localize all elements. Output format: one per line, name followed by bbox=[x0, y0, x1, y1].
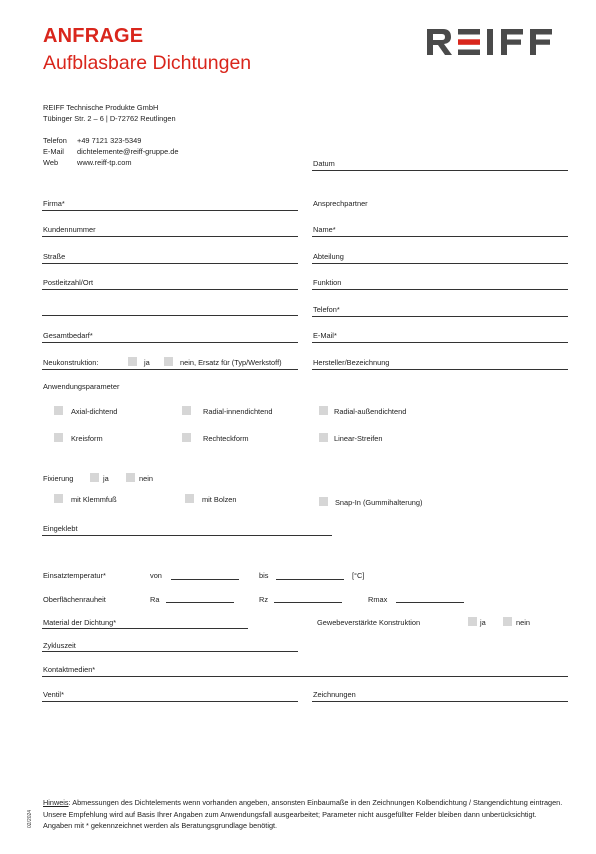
radial-innen-checkbox[interactable] bbox=[182, 406, 191, 415]
gewebe-label: Gewebeverstärkte Konstruktion bbox=[317, 618, 421, 627]
phone-value: +49 7121 323-5349 bbox=[77, 136, 142, 145]
ansprechpartner-label: Ansprechpartner bbox=[313, 199, 368, 208]
zeichnungen-label: Zeichnungen bbox=[313, 690, 356, 699]
gewebe-ja-checkbox[interactable] bbox=[468, 617, 477, 626]
rmax-label: Rmax bbox=[368, 595, 388, 604]
hersteller-field[interactable] bbox=[312, 369, 568, 370]
rmax-field[interactable] bbox=[396, 602, 464, 603]
klemmfuss-checkbox[interactable] bbox=[54, 494, 63, 503]
linear-label: Linear-Streifen bbox=[334, 434, 383, 443]
email-field-label: E-Mail* bbox=[313, 331, 337, 340]
datum-field[interactable] bbox=[312, 170, 568, 171]
bolzen-label: mit Bolzen bbox=[202, 495, 237, 504]
ra-label: Ra bbox=[150, 595, 160, 604]
oberflaeche-label: Oberflächenrauheit bbox=[43, 595, 106, 604]
anwendungsparameter-heading: Anwendungsparameter bbox=[43, 382, 120, 391]
name-field[interactable] bbox=[312, 236, 568, 237]
company-name: REIFF Technische Produkte GmbH bbox=[43, 103, 159, 112]
kundennummer-field[interactable] bbox=[42, 236, 298, 237]
einsatztemperatur-label: Einsatztemperatur* bbox=[43, 571, 106, 580]
temp-bis-field[interactable] bbox=[276, 579, 344, 580]
web-value[interactable]: www.reiff-tp.com bbox=[77, 158, 132, 167]
name-label: Name* bbox=[313, 225, 336, 234]
web-label: Web bbox=[43, 158, 59, 167]
gewebe-nein-checkbox[interactable] bbox=[503, 617, 512, 626]
datum-label: Datum bbox=[313, 159, 335, 168]
rz-field[interactable] bbox=[274, 602, 342, 603]
bolzen-checkbox[interactable] bbox=[185, 494, 194, 503]
funktion-field[interactable] bbox=[312, 289, 568, 290]
plz-ort-field[interactable] bbox=[42, 289, 298, 290]
email-label: E-Mail bbox=[43, 147, 64, 156]
eingeklebt-label: Eingeklebt bbox=[43, 524, 78, 533]
kreisform-checkbox[interactable] bbox=[54, 433, 63, 442]
fixierung-ja-label: ja bbox=[103, 474, 109, 483]
snapin-label: Snap-In (Gummihalterung) bbox=[335, 498, 423, 507]
abteilung-label: Abteilung bbox=[313, 252, 344, 261]
fixierung-nein-checkbox[interactable] bbox=[126, 473, 135, 482]
linear-checkbox[interactable] bbox=[319, 433, 328, 442]
telefon-field[interactable] bbox=[312, 316, 568, 317]
hersteller-label: Hersteller/Bezeichnung bbox=[313, 358, 390, 367]
kundennummer-label: Kundennummer bbox=[43, 225, 96, 234]
zykluszeit-field[interactable] bbox=[42, 651, 298, 652]
ventil-field[interactable] bbox=[42, 701, 298, 702]
material-field[interactable] bbox=[42, 628, 248, 629]
radial-aussen-checkbox[interactable] bbox=[319, 406, 328, 415]
temp-bis-label: bis bbox=[259, 571, 269, 580]
gesamtbedarf-field[interactable] bbox=[42, 342, 298, 343]
telefon-label: Telefon* bbox=[313, 305, 340, 314]
material-label: Material der Dichtung* bbox=[43, 618, 117, 627]
neukonstruktion-field[interactable] bbox=[42, 369, 298, 370]
temp-unit-label: [°C] bbox=[352, 571, 365, 580]
neukonstruktion-nein-checkbox[interactable] bbox=[164, 357, 173, 366]
gewebe-ja-label: ja bbox=[480, 618, 486, 627]
rechteckform-checkbox[interactable] bbox=[182, 433, 191, 442]
rz-label: Rz bbox=[259, 595, 269, 604]
snapin-checkbox[interactable] bbox=[319, 497, 328, 506]
company-address: Tübinger Str. 2 – 6 | D-72762 Reutlingen bbox=[43, 114, 176, 123]
plz-ort-label: Postleitzahl/Ort bbox=[43, 278, 94, 287]
strasse-label: Straße bbox=[43, 252, 66, 261]
rechteckform-label: Rechteckform bbox=[203, 434, 249, 443]
email-field[interactable] bbox=[312, 342, 568, 343]
ventil-label: Ventil* bbox=[43, 690, 64, 699]
fixierung-ja-checkbox[interactable] bbox=[90, 473, 99, 482]
email-value[interactable]: dichtelemente@reiff-gruppe.de bbox=[77, 147, 179, 156]
document-subtitle: Aufblasbare Dichtungen bbox=[43, 52, 252, 74]
gesamtbedarf-label: Gesamtbedarf* bbox=[43, 331, 93, 340]
strasse-field[interactable] bbox=[42, 263, 298, 264]
abteilung-field[interactable] bbox=[312, 263, 568, 264]
kontaktmedien-field[interactable] bbox=[42, 676, 568, 677]
temp-von-label: von bbox=[150, 571, 162, 580]
firma-label: Firma* bbox=[43, 199, 65, 208]
temp-von-field[interactable] bbox=[171, 579, 239, 580]
kontaktmedien-label: Kontaktmedien* bbox=[43, 665, 96, 674]
phone-label: Telefon bbox=[43, 136, 67, 145]
note-label: Hinweis bbox=[43, 798, 69, 807]
radial-innen-label: Radial-innendichtend bbox=[203, 407, 273, 416]
neukonstruktion-ja-checkbox[interactable] bbox=[128, 357, 137, 366]
gewebe-nein-label: nein bbox=[516, 618, 530, 627]
axial-checkbox[interactable] bbox=[54, 406, 63, 415]
fixierung-nein-label: nein bbox=[139, 474, 153, 483]
eingeklebt-field[interactable] bbox=[42, 535, 332, 536]
zykluszeit-label: Zykluszeit bbox=[43, 641, 76, 650]
note-text: : Abmessungen des Dichtelements wenn vorhanden angeben, ansonsten Einbaumaße in den Zeichnungen Kolbendichtung / Stangendichtung eintragen. Unsere Empfehlung wird auf Basis Ihrer Angaben zum Anwendungsfall ausgearbeitet; Parameter nicht ausgefüllter Felder bleiben dann unberücksichtigt. Angaben mit * gekennzeichnet werden als Beratungsgrundlage benötigt. bbox=[43, 798, 563, 830]
axial-label: Axial-dichtend bbox=[71, 407, 118, 416]
neukonstruktion-ja-label: ja bbox=[144, 358, 150, 367]
kreisform-label: Kreisform bbox=[71, 434, 103, 443]
fixierung-label: Fixierung bbox=[43, 474, 74, 483]
reiff-logo bbox=[425, 27, 570, 57]
document-code: 02/2024 bbox=[27, 809, 33, 828]
footer-note bbox=[43, 797, 563, 832]
neukonstruktion-nein-label: nein, Ersatz für (Typ/Werkstoff) bbox=[180, 358, 282, 367]
ra-field[interactable] bbox=[166, 602, 234, 603]
neukonstruktion-label: Neukonstruktion: bbox=[43, 358, 99, 367]
zeichnungen-field[interactable] bbox=[312, 701, 568, 702]
radial-aussen-label: Radial-außendichtend bbox=[334, 407, 407, 416]
plz-ort-field-2[interactable] bbox=[42, 315, 298, 316]
document-title: ANFRAGE bbox=[43, 25, 144, 47]
firma-field[interactable] bbox=[42, 210, 298, 211]
funktion-label: Funktion bbox=[313, 278, 342, 287]
klemmfuss-label: mit Klemmfuß bbox=[71, 495, 117, 504]
